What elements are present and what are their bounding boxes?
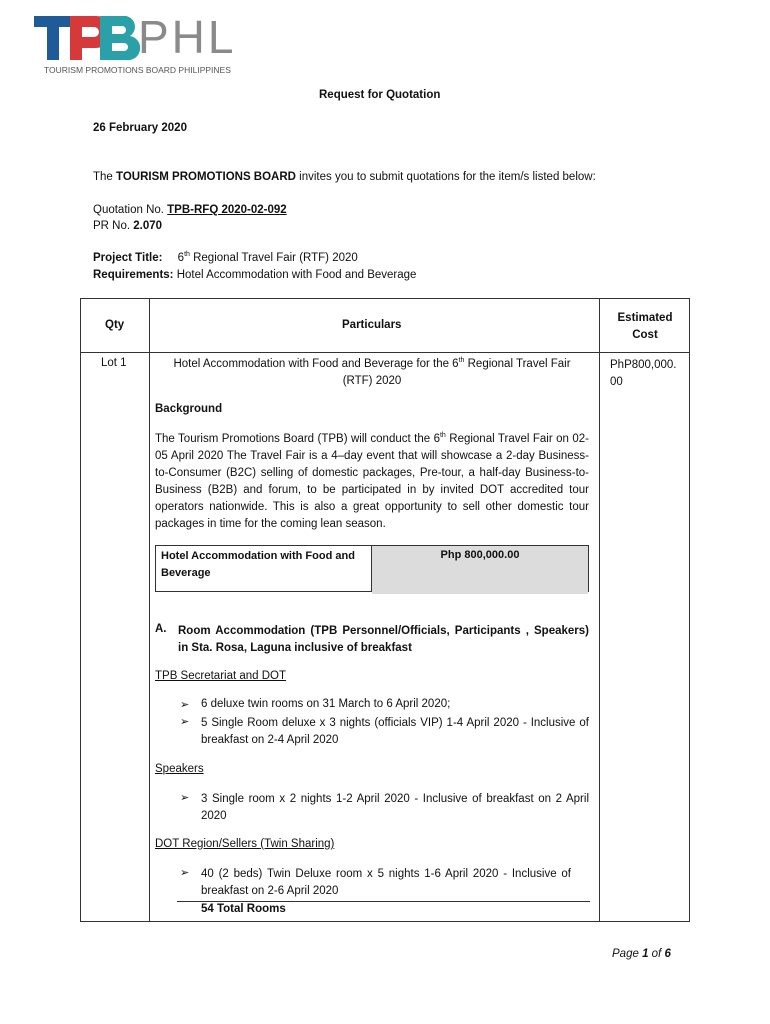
quotation-table bbox=[80, 298, 690, 922]
table-divider bbox=[81, 352, 689, 353]
quotation-value: TPB-RFQ 2020-02-092 bbox=[167, 204, 287, 216]
section-a-letter: A. bbox=[155, 623, 167, 635]
sub2-item: 3 Single room x 2 nights 1-2 April 2020 - Inclusive of breakfast on 2 April 2020 bbox=[201, 793, 589, 822]
row-qty: Lot 1 bbox=[101, 357, 127, 369]
item-line1 bbox=[152, 356, 592, 373]
total-rooms: 54 Total Rooms bbox=[201, 903, 286, 915]
sub3-item: 40 (2 beds) Twin Deluxe room x 5 nights 1-6 April 2020 - Inclusive of breakfast on 2-6 April 2020 bbox=[201, 868, 571, 897]
header-qty: Qty bbox=[105, 319, 125, 331]
total-rule bbox=[177, 901, 590, 902]
item-post: Regional Travel Fair bbox=[464, 358, 571, 370]
pr-value: 2.070 bbox=[133, 220, 163, 232]
sub3-heading: DOT Region/Sellers (Twin Sharing) bbox=[155, 838, 335, 850]
sub1-item: 6 deluxe twin rooms on 31 March to 6 April 2020; bbox=[201, 698, 451, 710]
invite-post: invites you to submit quotations for the item/s listed below: bbox=[295, 171, 596, 183]
item-sup: th bbox=[458, 357, 465, 365]
requirements-value: Hotel Accommodation with Food and Beverage bbox=[173, 269, 417, 281]
table-divider bbox=[149, 299, 150, 921]
header-cost bbox=[600, 310, 690, 344]
page-label: Page bbox=[612, 948, 643, 960]
tpb-logo bbox=[34, 11, 264, 80]
arrow-bullet-icon: ➢ bbox=[180, 716, 190, 728]
background-post: Regional Travel Fair on 02-05 April 2020 The Travel Fair is a 4–day event that will showcase a 2-day Business-to-Consumer (B2C) selling of domestic packages, Pre-tour, a half-day Business-to-Business (B2B) and forum, to be participated in by invited DOT accredited tour operators nationwide. This is also a great opportunity to sell other domestic tour packages in time for the coming lean season. bbox=[155, 433, 589, 530]
background-sup: th bbox=[439, 432, 446, 440]
background-paragraph bbox=[155, 431, 589, 533]
project-title bbox=[93, 252, 358, 264]
row-cost-line2: 00 bbox=[610, 376, 623, 388]
budget-label: Hotel Accommodation with Food and Beverage bbox=[156, 546, 372, 591]
quotation-label: Quotation No. bbox=[93, 204, 168, 216]
invite-text bbox=[93, 171, 596, 183]
page-current: 1 bbox=[642, 948, 649, 960]
project-label: Project Title: bbox=[93, 252, 163, 264]
project-title-rest: Regional Travel Fair (RTF) 2020 bbox=[189, 252, 358, 264]
arrow-bullet-icon: ➢ bbox=[180, 699, 190, 711]
arrow-bullet-icon: ➢ bbox=[180, 792, 190, 804]
quotation-no bbox=[93, 204, 287, 216]
sub1-item: 5 Single Room deluxe x 3 nights (officials VIP) 1-4 April 2020 - Inclusive of breakfast on 2-4 April 2020 bbox=[201, 717, 589, 746]
doc-date: 26 February 2020 bbox=[93, 122, 187, 134]
section-a-text: Room Accommodation (TPB Personnel/Officials, Participants , Speakers) in Sta. Rosa, Laguna inclusive of breakfast bbox=[178, 625, 589, 654]
budget-value: Php 800,000.00 bbox=[372, 546, 588, 594]
pr-label: PR No. bbox=[93, 220, 134, 232]
row-cost-line1: PhP800,000. bbox=[610, 359, 677, 371]
invite-pre: The bbox=[93, 171, 117, 183]
logo-suffix: PHL bbox=[138, 11, 237, 63]
invite-org: TOURISM PROMOTIONS BOARD bbox=[116, 171, 296, 183]
background-pre: The Tourism Promotions Board (TPB) will conduct the 6 bbox=[155, 433, 440, 445]
doc-title: Request for Quotation bbox=[319, 89, 441, 101]
sub2-heading: Speakers bbox=[155, 763, 204, 775]
page-of: of bbox=[648, 948, 665, 960]
page-number bbox=[612, 948, 671, 960]
requirements bbox=[93, 269, 416, 281]
background-heading: Background bbox=[155, 403, 223, 415]
item-line2: (RTF) 2020 bbox=[342, 375, 402, 387]
header-cost-line2: Cost bbox=[632, 329, 658, 341]
page-total: 6 bbox=[664, 948, 671, 960]
logo-tagline: TOURISM PROMOTIONS BOARD PHILIPPINES bbox=[44, 65, 231, 75]
arrow-bullet-icon: ➢ bbox=[180, 867, 190, 879]
pr-no bbox=[93, 220, 162, 232]
project-ordinal-sup: th bbox=[184, 251, 190, 259]
header-cost-line1: Estimated bbox=[617, 312, 673, 324]
project-ordinal: 6 bbox=[177, 252, 185, 264]
header-particulars: Particulars bbox=[342, 319, 402, 331]
row-cost bbox=[610, 357, 677, 391]
table-divider bbox=[599, 299, 600, 921]
item-pre: Hotel Accommodation with Food and Beverage for the 6 bbox=[173, 358, 459, 370]
sub1-heading: TPB Secretariat and DOT bbox=[155, 670, 287, 682]
budget-box bbox=[155, 545, 589, 592]
requirements-label: Requirements: bbox=[93, 269, 174, 281]
item-description bbox=[152, 356, 592, 390]
